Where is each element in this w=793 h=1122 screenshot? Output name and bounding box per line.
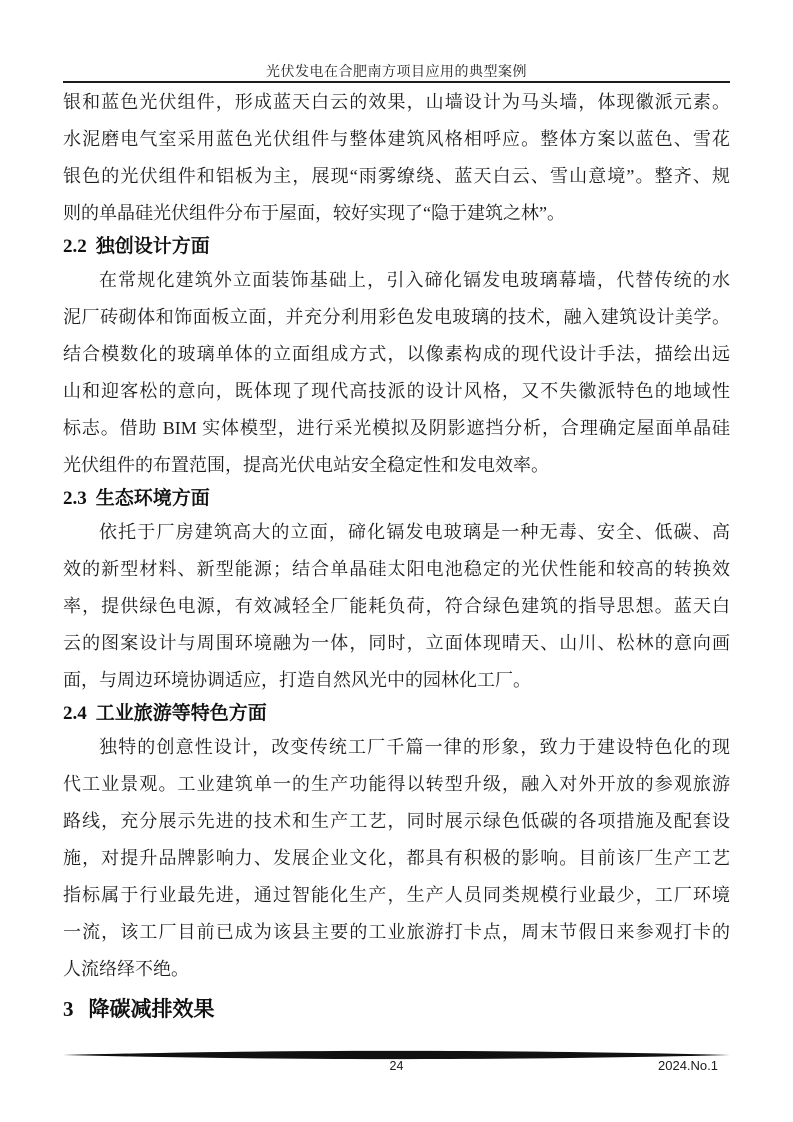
heading-title: 工业旅游等特色方面 [95,703,267,724]
document-body [63,84,730,1023]
text-line: 光伏组件的布置范围，提高光伏电站安全稳定性和发电效率。 [63,455,549,475]
text-line: 在常规化建筑外立面装饰基础上，引入碲化镉发电玻璃幕墙，代替传统的水 [99,270,730,290]
section-heading-2-3 [63,488,730,510]
heading-title: 降碳减排效果 [88,998,215,1021]
text-line: 效的新型材料、新型能源；结合单晶硅太阳电池稳定的光伏性能和较高的转换效 [63,559,730,579]
text-line: 依托于厂房建筑高大的立面，碲化镉发电玻璃是一种无毒、安全、低碳、高 [99,522,730,542]
running-header-title: 光伏发电在合肥南方项目应用的典型案例 [266,65,527,80]
text-line: 施，对提升品牌影响力、发展企业文化，都具有积极的影响。目前该厂生产工艺 [63,848,730,868]
heading-title: 独创设计方面 [95,236,210,257]
body-paragraph [63,729,730,988]
text-line: 人流络绎不绝。 [63,959,189,979]
text-line: 代工业景观。工业建筑单一的生产功能得以转型升级，融入对外开放的参观旅游 [63,774,730,794]
heading-number: 2.4 [63,703,87,724]
heading-number: 2.3 [63,488,87,509]
text-line: 云的图案设计与周围环境融为一体，同时，立面体现晴天、山川、松林的意向画 [63,633,730,653]
heading-number: 2.2 [63,236,87,257]
text-line: 路线，充分展示先进的技术和生产工艺，同时展示绿色低碳的各项措施及配套设 [63,811,730,831]
text-line: 独特的创意性设计，改变传统工厂千篇一律的形象，致力于建设特色化的现 [99,737,730,757]
text-line: 则的单晶硅光伏组件分布于屋面，较好实现了“隐于建筑之林”。 [63,203,565,223]
text-line: 银和蓝色光伏组件，形成蓝天白云的效果，山墙设计为马头墙，体现徽派元素。 [63,92,730,112]
text-line: 标志。借助 BIM 实体模型，进行采光模拟及阴影遮挡分析，合理确定屋面单晶硅 [63,418,730,438]
body-paragraph [63,514,730,699]
text-line: 银色的光伏组件和铝板为主，展现“雨雾缭绕、蓝天白云、雪山意境”。整齐、规 [63,166,730,186]
issue-label: 2024.No.1 [658,1058,718,1073]
header-rule [63,81,730,83]
section-heading-2-2 [63,236,730,258]
text-line: 水泥磨电气室采用蓝色光伏组件与整体建筑风格相呼应。整体方案以蓝色、雪花 [63,129,730,149]
text-line: 山和迎客松的意向，既体现了现代高技派的设计风格，又不失徽派特色的地域性 [63,381,730,401]
section-heading-3 [63,996,730,1023]
text-line: 结合模数化的玻璃单体的立面组成方式，以像素构成的现代设计手法，描绘出远 [63,344,730,364]
text-line: 一流，该工厂目前已成为该县主要的工业旅游打卡点，周末节假日来参观打卡的 [63,922,730,942]
heading-number: 3 [63,997,74,1021]
text-line: 率，提供绿色电源，有效减轻全厂能耗负荷，符合绿色建筑的指导思想。蓝天白 [63,596,730,616]
section-heading-2-4 [63,703,730,725]
text-line: 面，与周边环境协调适应，打造自然风光中的园林化工厂。 [63,670,531,690]
body-paragraph [63,84,730,232]
heading-title: 生态环境方面 [95,488,210,509]
text-line: 泥厂砖砌体和饰面板立面，并充分利用彩色发电玻璃的技术，融入建筑设计美学。 [63,307,730,327]
body-paragraph [63,262,730,484]
text-line: 指标属于行业最先进，通过智能化生产，生产人员同类规模行业最少，工厂环境 [63,885,730,905]
page-number: 24 [389,1059,404,1073]
